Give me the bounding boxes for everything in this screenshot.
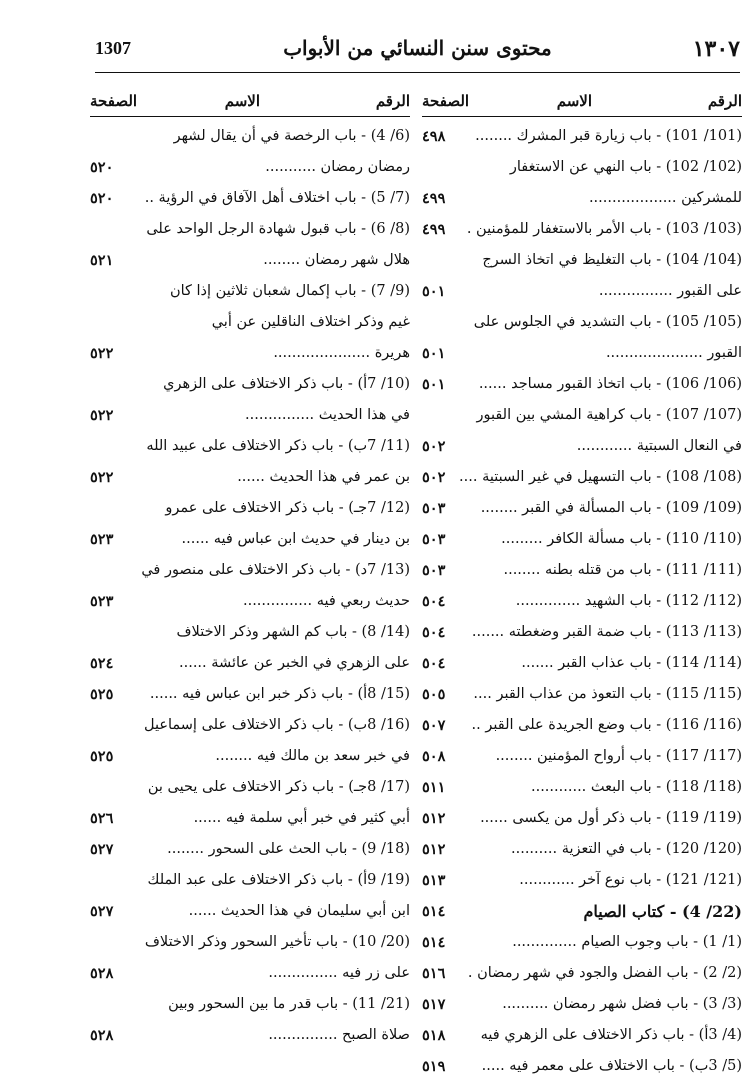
toc-entry [422,927,742,958]
entry-text: هلال شهر رمضان ........ [263,252,410,268]
entry-text: (109/ 109) - باب المسألة في القبر ........ [480,500,742,516]
entry-line [90,338,410,369]
toc-entry [90,927,410,989]
header-num: الرقم [375,92,410,110]
entry-text: (2/ 2) - باب الفضل والجود في شهر رمضان . [467,965,742,981]
entry-page-number: ٥١٢ [422,810,446,827]
entry-page-number: ٥٢٨ [90,965,114,982]
entry-text: (107/ 107) - باب كراهية المشي بين القبور [476,407,742,423]
entry-line [90,524,410,555]
entry-page-number: ٥٢٠ [90,190,114,207]
entry-line [422,152,742,183]
entry-line [422,803,742,834]
entry-text: (15/ 8أ) - باب ذكر خبر ابن عباس فيه ...... [149,686,410,702]
entry-page-number: ٤٩٩ [422,221,446,238]
entry-line [90,958,410,989]
entry-text: (106/ 106) - باب اتخاذ القبور مساجد ...... [478,376,742,392]
entry-page-number: ٤٩٨ [422,128,446,145]
entry-text: بن عمر في هذا الحديث ...... [237,469,410,485]
toc-entry [90,214,410,276]
toc-entry [422,1051,742,1082]
entry-text: (12/ 7جـ) - باب ذكر الاختلاف على عمرو [165,500,410,516]
header-name: الاسم [556,92,592,110]
entry-page-number: ٥١٦ [422,965,446,982]
entry-line [422,183,742,214]
entry-text: (113/ 113) - باب ضمة القبر وضغطته ....... [471,624,742,640]
entry-page-number: ٥٢٤ [90,655,114,672]
entry-line [422,741,742,772]
entry-line [90,772,410,803]
entry-text: (20/ 10) - باب تأخير السحور وذكر الاختلاف [144,934,410,950]
toc-entry [422,865,742,896]
left-entries [90,121,410,1051]
entry-text: (104/ 104) - باب التغليظ في اتخاذ السرج [482,252,742,268]
entry-text: (110/ 110) - باب مسألة الكافر ......... [501,531,742,547]
entry-text: (9/ 7) - باب إكمال شعبان ثلاثين إذا كان [169,283,410,299]
toc-entry [90,710,410,772]
arabic-page-number: ١٣٠٧ [692,36,740,62]
entry-text: في هذا الحديث ............... [245,407,410,423]
entry-page-number: ٥١١ [422,779,446,796]
toc-entry [422,617,742,648]
entry-line [90,710,410,741]
toc-entry [90,183,410,214]
entry-text: (116/ 116) - باب وضع الجريدة على القبر .. [471,717,742,733]
toc-entry [422,1020,742,1051]
entry-line [422,524,742,555]
entry-text: (3/ 3) - باب فضل شهر رمضان .......... [502,996,742,1012]
entry-line [90,183,410,214]
entry-page-number: ٥٢٢ [90,345,114,362]
entry-page-number: ٥٢٢ [90,469,114,486]
entry-text: (121/ 121) - باب نوع آخر ............ [519,872,742,888]
entry-line [422,431,742,462]
entry-page-number: ٥٠١ [422,283,446,300]
entry-line [422,1051,742,1082]
toc-entry [422,679,742,710]
entry-line [90,400,410,431]
toc-entry [422,462,742,493]
entry-line [90,493,410,524]
entry-line [422,586,742,617]
entry-line [90,865,410,896]
column-header [90,90,410,117]
toc-entry [422,989,742,1020]
entry-line [90,617,410,648]
entry-line [90,307,410,338]
entry-page-number: ٥٠٤ [422,655,446,672]
entry-line [422,648,742,679]
entry-page-number: ٥٠٣ [422,531,446,548]
toc-entry [90,431,410,493]
entry-text: في النعال السبتية ............ [576,438,742,454]
entry-page-number: ٥٠٢ [422,438,446,455]
entry-line [90,431,410,462]
entry-line [422,400,742,431]
entry-line [422,617,742,648]
entry-text: (22/ 4) - كتاب الصيام [583,902,742,921]
entry-text: رمضان رمضان ........... [265,159,410,175]
entry-line [422,772,742,803]
entry-page-number: ٥٠٨ [422,748,446,765]
section-heading [422,896,742,927]
toc-entry [90,276,410,369]
entry-text: هريرة ..................... [273,345,410,361]
toc-entry [422,307,742,369]
entry-line [422,834,742,865]
entry-text: (7/ 5) - باب اختلاف أهل الآفاق في الرؤية .. [144,190,410,206]
header-page: الصفحة [90,92,138,110]
toc-entry [422,710,742,741]
entry-page-number: ٥٠٧ [422,717,446,734]
right-entries [422,121,742,1082]
toc-entry [422,214,742,245]
toc-entry [90,865,410,927]
page-title: محتوى سنن النسائي من الأبواب [283,36,552,60]
entry-text: على الزهري في الخبر عن عائشة ...... [179,655,410,671]
entry-page-number: ٥٠٢ [422,469,446,486]
entry-page-number: ٥٠٤ [422,593,446,610]
entry-line [90,1020,410,1051]
toc-entry [422,493,742,524]
entry-page-number: ٥١٩ [422,1058,446,1075]
entry-page-number: ٥٠٣ [422,562,446,579]
entry-page-number: ٥٠١ [422,376,446,393]
entry-line [90,834,410,865]
entry-text: (6/ 4) - باب الرخصة في أن يقال لشهر [173,128,410,144]
entry-text: (115/ 115) - باب التعوذ من عذاب القبر .... [473,686,742,702]
toc-entry [90,555,410,617]
entry-text: (108/ 108) - باب التسهيل في غير السبتية .... [459,469,742,485]
entry-text: حديث ربعي فيه ............... [242,593,410,609]
toc-entry [422,400,742,462]
page-header [95,36,740,73]
entry-text: (13/ 7د) - باب ذكر الاختلاف على منصور في [141,562,410,578]
entry-page-number: ٥٢٥ [90,748,114,765]
toc-entry [422,772,742,803]
left-column [90,90,410,1051]
entry-line [422,214,742,245]
entry-text: (14/ 8) - باب كم الشهر وذكر الاختلاف [176,624,410,640]
entry-text: في خبر سعد بن مالك فيه ........ [215,748,410,764]
entry-line [422,121,742,152]
entry-text: (18/ 9) - باب الحث على السحور ........ [167,841,410,857]
entry-text: (8/ 6) - باب قبول شهادة الرجل الواحد على [146,221,410,237]
entry-page-number: ٥٢٧ [90,903,114,920]
entry-page-number: ٥١٣ [422,872,446,889]
toc-entry [422,586,742,617]
entry-line [422,369,742,400]
toc-entry [422,524,742,555]
entry-text: (112/ 112) - باب الشهيد .............. [515,593,742,609]
entry-text: (5/ 3ب) - باب الاختلاف على معمر فيه ..... [481,1058,742,1074]
entry-line [90,741,410,772]
entry-text: (16/ 8ب) - باب ذكر الاختلاف على إسماعيل [143,717,410,733]
toc-entry [422,803,742,834]
entry-line [422,338,742,369]
entry-line [90,927,410,958]
entry-line [422,307,742,338]
entry-page-number: ٥١٤ [422,934,446,951]
entry-page-number: ٥٢٧ [90,841,114,858]
toc-entry [90,834,410,865]
header-num: الرقم [707,92,742,110]
entry-text: (102/ 102) - باب النهي عن الاستغفار [509,159,742,175]
entry-line [422,462,742,493]
toc-entry [422,741,742,772]
entry-text: (11/ 7ب) - باب ذكر الاختلاف على عبيد الله [146,438,410,454]
entry-line [422,245,742,276]
entry-line [422,865,742,896]
entry-text: (19/ 9أ) - باب ذكر الاختلاف على عبد الملك [147,872,410,888]
toc-entry [422,648,742,679]
entry-text: (111/ 111) - باب من قتله بطنه ........ [503,562,742,578]
entry-text: القبور ..................... [605,345,742,361]
entry-line [90,648,410,679]
entry-line [90,989,410,1020]
entry-line [90,276,410,307]
entry-text: صلاة الصبح ............... [268,1027,410,1043]
entry-page-number: ٤٩٩ [422,190,446,207]
toc-entry [90,679,410,710]
entry-line [90,555,410,586]
entry-line [90,679,410,710]
entry-text: (17/ 8جـ) - باب ذكر الاختلاف على يحيى بن [147,779,410,795]
entry-line [90,152,410,183]
entry-text: (101/ 101) - باب زيارة قبر المشرك ........ [475,128,742,144]
entry-page-number: ٥٠١ [422,345,446,362]
toc-entry [422,245,742,307]
entry-line [422,958,742,989]
entry-page-number: ٥٢٢ [90,407,114,424]
entry-text: (119/ 119) - باب ذكر أول من يكسى ...... [480,810,742,826]
entry-line [90,462,410,493]
toc-entry [90,493,410,555]
entry-text: (117/ 117) - باب أرواح المؤمنين ........ [495,748,742,764]
entry-text: (105/ 105) - باب التشديد في الجلوس على [473,314,742,330]
entry-page-number: ٥٠٥ [422,686,446,703]
entry-text: بن دينار في حديث ابن عباس فيه ...... [181,531,410,547]
entry-text: (114/ 114) - باب عذاب القبر ....... [521,655,742,671]
entry-line [90,245,410,276]
entry-line [422,493,742,524]
entry-text: (118/ 118) - باب البعث ............ [530,779,742,795]
header-name: الاسم [224,92,260,110]
entry-line [90,369,410,400]
entry-page-number: ٥٢٦ [90,810,114,827]
entry-text: (10/ 7أ) - باب ذكر الاختلاف على الزهري [163,376,410,392]
entry-page-number: ٥٠٣ [422,500,446,517]
entry-text: على القبور ................ [598,283,742,299]
entry-line [90,803,410,834]
entry-page-number: ٥١٨ [422,1027,446,1044]
toc-entry [90,121,410,183]
toc-entry [422,555,742,586]
entry-line [422,276,742,307]
column-header [422,90,742,117]
entry-line [422,555,742,586]
entry-line [90,214,410,245]
entry-line [422,679,742,710]
toc-entry [422,958,742,989]
entry-line [422,989,742,1020]
entry-page-number: ٥١٢ [422,841,446,858]
entry-text: أبي كثير في خبر أبي سلمة فيه ...... [193,810,410,826]
entry-text: (1/ 1) - باب وجوب الصيام .............. [512,934,742,950]
entry-page-number: ٥٢٠ [90,159,114,176]
toc-entry [90,617,410,679]
toc-entry [90,772,410,834]
toc-entry [422,369,742,400]
entry-line [422,710,742,741]
entry-page-number: ٥٢١ [90,252,114,269]
toc-entry [422,152,742,214]
entry-page-number: ٥١٧ [422,996,446,1013]
entry-line [90,896,410,927]
entry-text: على زر فيه ............... [268,965,410,981]
toc-entry [422,121,742,152]
entry-line [90,586,410,617]
entry-text: (21/ 11) - باب قدر ما بين السحور وبين [168,996,410,1012]
entry-text: (103/ 103) - باب الأمر بالاستغفار للمؤمنين . [466,221,742,237]
entry-page-number: ٥٢٣ [90,531,114,548]
header-page: الصفحة [422,92,470,110]
entry-line [422,1020,742,1051]
entry-line [422,927,742,958]
entry-line [422,896,742,927]
entry-text: ابن أبي سليمان في هذا الحديث ...... [188,903,410,919]
entry-text: (120/ 120) - باب في التعزية .......... [511,841,742,857]
toc-entry [90,369,410,431]
toc-entry [422,834,742,865]
toc-entry [90,989,410,1051]
entry-page-number: ٥٢٥ [90,686,114,703]
entry-text: غيم وذكر اختلاف الناقلين عن أبي [211,314,410,330]
entry-page-number: ٥٢٣ [90,593,114,610]
right-column [422,90,742,1082]
entry-line [90,121,410,152]
entry-text: (4/ 3أ) - باب ذكر الاختلاف على الزهري فيه [480,1027,742,1043]
latin-page-number: 1307 [95,38,131,58]
entry-page-number: ٥٠٤ [422,624,446,641]
entry-text: للمشركين ................... [588,190,742,206]
entry-page-number: ٥٢٨ [90,1027,114,1044]
entry-page-number: ٥١٤ [422,903,446,920]
